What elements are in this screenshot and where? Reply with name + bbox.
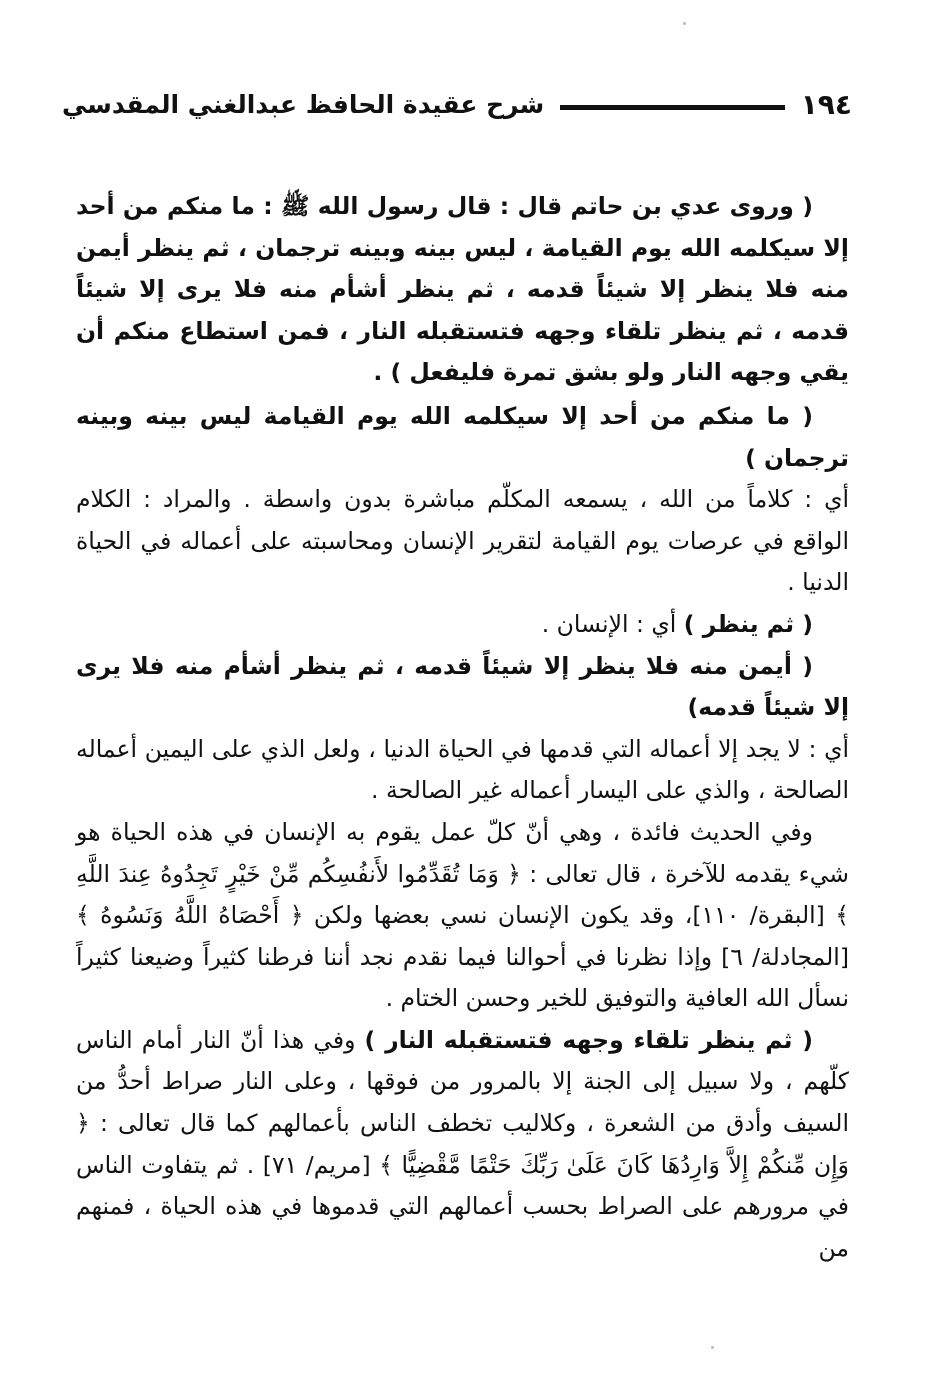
heading-bold-text: ( ثم ينظر تلقاء وجهه فتستقبله النار )	[364, 1025, 813, 1054]
heading-bold-text: ( ثم ينظر )	[683, 609, 813, 638]
running-title: شرح عقيدة الحافظ عبدالغني المقدسي	[62, 89, 545, 119]
heading-paragraph	[76, 1020, 849, 1270]
scan-speck	[711, 1346, 714, 1349]
page-body	[76, 186, 849, 1269]
header-rule	[560, 105, 784, 110]
explanation-paragraph: أي : لا يجد إلا أعماله التي قدمها في الحياة الدنيا ، ولعل الذي على اليمين أعماله الصالحة ، والذي على اليسار أعماله غير الصالحة .	[76, 734, 849, 805]
heading-paragraph: ( ما منكم من أحد إلا سيكلمه الله يوم القيامة ليس بينه وبينه ترجمان )	[76, 401, 849, 472]
page-number: ١٩٤	[800, 87, 852, 121]
explanation-paragraph: أي : كلاماً من الله ، يسمعه المكلّم مباشرة بدون واسطة . والمراد : الكلام الواقع في عرصات يوم القيامة لتقرير الإنسان ومحاسبته على أعماله في الحياة الدنيا .	[76, 485, 849, 597]
benefit-paragraph: وفي الحديث فائدة ، وهي أنّ كلّ عمل يقوم به الإنسان في هذه الحياة هو شيء يقدمه للآخرة ، قال تعالى : ﴿ وَمَا تُقَدِّمُوا لأَنفُسِكُم مِّنْ خَيْرٍ تَجِدُوهُ عِندَ اللَّهِ ﴾ [البقرة/ ١١٠]، وقد يكون الإنسان نسي بعضها ولكن ﴿ أَحْصَاهُ اللَّهُ وَنَسُوهُ ﴾ [المجادلة/ ٦] وإذا نظرنا في أحوالنا فيما نقدم نجد أننا فرطنا كثيراً وضيعنا كثيراً نسأل الله العافية والتوفيق للخير وحسن الختام .	[76, 817, 849, 1013]
heading-paragraph	[76, 604, 849, 646]
heading-rest-text: أي : الإنسان .	[541, 609, 684, 638]
heading-rest-text: وفي هذا أنّ النار أمام الناس كلّهم ، ولا سبيل إلى الجنة إلا بالمرور من فوقها ، وعلى النار صراط أحدُّ من السيف وأدق من الشعرة ، وكلاليب تخطف الناس بأعمالهم كما قال تعالى : ﴿ وَإِن مِّنكُمْ إِلاَّ وَارِدُهَا كَانَ عَلَىٰ رَبِّكَ حَتْمًا مَّقْضِيًّا ﴾ [مريم/ ٧١] . ثم يتفاوت الناس في مرورهم على الصراط بحسب أعمالهم التي قدموها في هذه الحياة ، فمنهم من	[76, 1025, 849, 1262]
hadith-paragraph: ( وروى عدي بن حاتم قال : قال رسول الله ﷺ : ما منكم من أحد إلا سيكلمه الله يوم القيامة ، ليس بينه وبينه ترجمان ، ثم ينظر أيمن منه فلا ينظر إلا شيئاً قدمه ، ثم ينظر أشأم منه فلا يرى إلا شيئاً قدمه ، ثم ينظر تلقاء وجهه فتستقبله النار ، فمن استطاع منكم أن يقي وجهه النار ولو بشق تمرة فليفعل ) .	[76, 192, 849, 387]
page-header	[62, 84, 852, 124]
heading-paragraph: ( أيمن منه فلا ينظر إلا شيئاً قدمه ، ثم ينظر أشأم منه فلا يرى إلا شيئاً قدمه)	[76, 651, 849, 722]
scan-speck	[683, 22, 686, 25]
